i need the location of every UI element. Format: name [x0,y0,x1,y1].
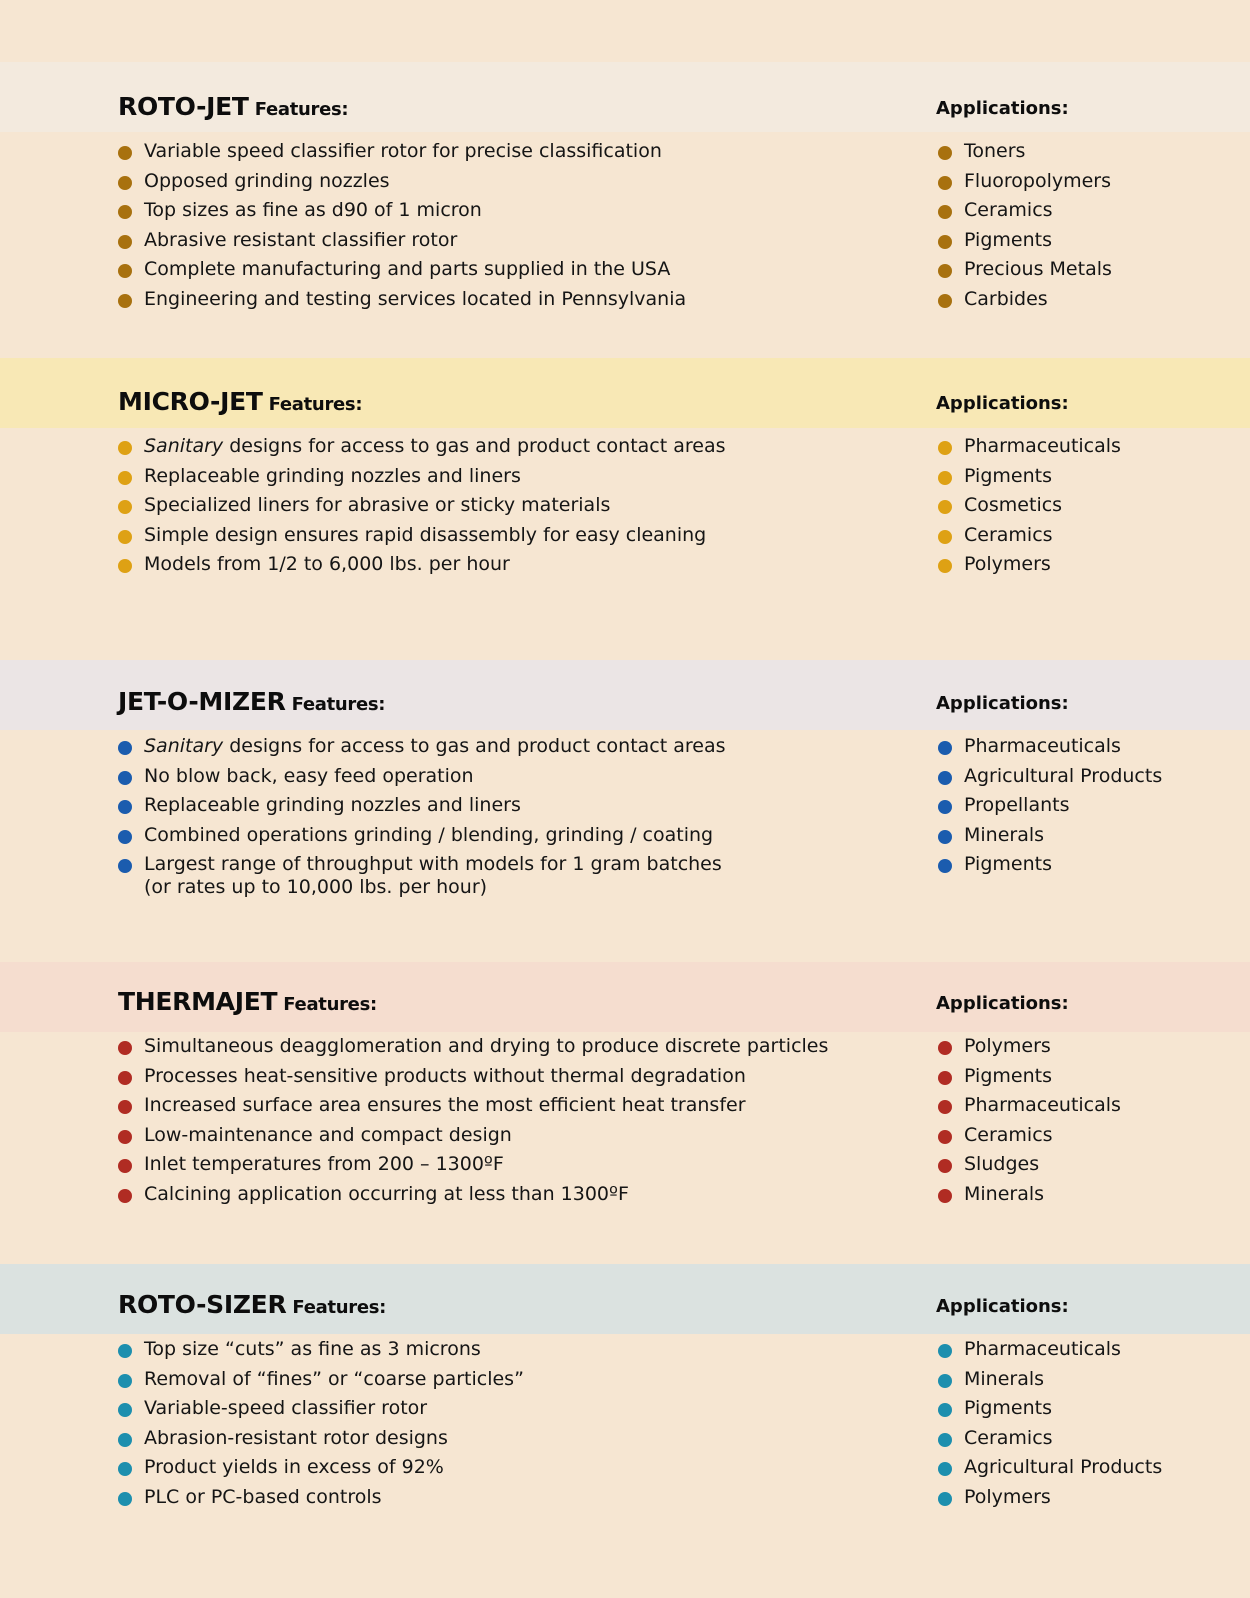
feature-item [118,850,744,899]
applications-list [938,732,1162,880]
bullet-icon [938,500,952,514]
features-list [118,1335,524,1512]
application-item [938,550,1121,580]
application-text: Pigments [964,1397,1052,1419]
product-title [118,987,377,1016]
bullet-icon [938,1344,952,1358]
feature-item [118,1121,828,1151]
bullet-icon [118,1071,132,1085]
applications-heading: Applications: [936,1296,1069,1317]
bullet-icon [118,441,132,455]
features-label: Features: [254,99,349,120]
application-text: Minerals [964,1367,1045,1390]
application-item [938,762,1162,792]
bullet-icon [938,1100,952,1114]
feature-text: Models from 1/2 to 6,000 lbs. per hour [144,553,510,575]
application-text: Pigments [964,1064,1052,1087]
applications-list [938,1335,1162,1512]
applications-list [938,432,1121,580]
bullet-icon [938,559,952,573]
feature-text: designs for access to gas and product contact areas [223,435,726,457]
feature-item [118,226,686,256]
bullet-icon [118,1374,132,1388]
feature-item [118,1394,524,1424]
product-title [118,92,348,121]
applications-heading: Applications: [936,393,1069,414]
bullet-icon [938,205,952,219]
feature-item [118,196,686,226]
application-text: Ceramics [964,1426,1053,1449]
application-item [938,850,1162,880]
feature-text: Variable speed classifier rotor for precise classification [144,140,662,162]
application-text: Precious Metals [964,258,1112,280]
feature-text: Variable-speed classifier rotor [144,1397,428,1419]
feature-text: PLC or PC-based controls [144,1485,382,1508]
product-name: JET-O-MIZER [118,687,286,716]
bullet-icon [118,176,132,190]
feature-text: Top sizes as fine as d90 of 1 micron [144,199,482,221]
application-text: Ceramics [964,199,1053,221]
feature-item [118,1180,828,1210]
application-text: Minerals [964,823,1045,846]
bullet-icon [938,1462,952,1476]
bullet-icon [118,205,132,219]
application-text: Agricultural Products [964,764,1163,787]
application-text: Polymers [964,553,1051,575]
bullet-icon [118,146,132,160]
feature-text: Low-maintenance and compact design [144,1123,512,1146]
feature-text: Replaceable grinding nozzles and liners [144,464,521,487]
bullet-icon [118,1159,132,1173]
product-name: ROTO-JET [118,92,249,121]
bullet-icon [118,500,132,514]
application-text: Pharmaceuticals [964,735,1121,757]
features-list [118,137,686,314]
application-item [938,1180,1121,1210]
bullet-icon [118,1189,132,1203]
feature-text: Combined operations grinding / blending, grinding / coating [144,823,714,846]
bullet-icon [938,264,952,278]
feature-item [118,285,686,315]
bullet-icon [938,800,952,814]
product-name: THERMAJET [118,987,278,1016]
feature-text: Abrasive resistant classifier rotor [144,228,458,251]
features-label: Features: [283,994,377,1015]
application-item [938,1062,1121,1092]
features-list [118,1032,828,1209]
application-text: Carbides [964,287,1048,310]
feature-item [118,762,744,792]
bullet-icon [938,1071,952,1085]
bullet-icon [118,235,132,249]
application-item [938,791,1162,821]
feature-item [118,491,726,521]
application-item [938,1483,1162,1513]
bullet-icon [118,1403,132,1417]
feature-text: Inlet temperatures from 200 – 1300ºF [144,1153,504,1175]
bullet-icon [118,530,132,544]
feature-text: Abrasion-resistant rotor designs [144,1426,448,1449]
features-list [118,732,744,899]
bullet-icon [118,264,132,278]
application-item [938,1424,1162,1454]
feature-item [118,462,726,492]
application-text: Pharmaceuticals [964,435,1121,457]
application-item [938,226,1112,256]
application-item [938,285,1112,315]
product-name: MICRO-JET [118,387,263,416]
application-text: Cosmetics [964,494,1063,516]
bullet-icon [118,471,132,485]
feature-text: Complete manufacturing and parts supplied in the USA [144,258,671,280]
application-item [938,1453,1162,1483]
application-item [938,167,1112,197]
feature-text: Increased surface area ensures the most efficient heat transfer [144,1094,746,1116]
application-item [938,1335,1162,1365]
bullet-icon [938,471,952,485]
product-name: ROTO-SIZER [118,1290,287,1319]
application-item [938,1121,1121,1151]
feature-item [118,137,686,167]
feature-item [118,1150,828,1180]
product-title [118,687,385,716]
applications-list [938,137,1112,314]
bullet-icon [118,771,132,785]
feature-item [118,1424,524,1454]
feature-text: Specialized liners for abrasive or sticky materials [144,494,611,516]
bullet-icon [938,294,952,308]
feature-item [118,550,726,580]
bullet-icon [938,1159,952,1173]
feature-item [118,521,726,551]
application-item [938,1091,1121,1121]
feature-text: Processes heat-sensitive products without thermal degradation [144,1064,746,1087]
application-text: Pigments [964,853,1052,875]
bullet-icon [938,146,952,160]
feature-item [118,1062,828,1092]
application-text: Fluoropolymers [964,169,1112,192]
bullet-icon [938,176,952,190]
bullet-icon [118,1462,132,1476]
feature-text: No blow back, easy feed operation [144,764,474,787]
bullet-icon [938,859,952,873]
bullet-icon [938,1374,952,1388]
feature-item [118,1091,828,1121]
feature-item [118,1453,524,1483]
feature-item [118,167,686,197]
bullet-icon [938,530,952,544]
application-item [938,1365,1162,1395]
bullet-icon [938,1189,952,1203]
bullet-icon [118,559,132,573]
application-item [938,196,1112,226]
bullet-icon [118,1130,132,1144]
feature-text: designs for access to gas and product contact areas [223,735,726,757]
bullet-icon [118,800,132,814]
feature-text: Product yields in excess of 92% [144,1456,444,1478]
feature-text: Largest range of throughput with models for 1 gram batches (or rates up to 10,000 lbs. per hour) [144,853,722,898]
product-title [118,1290,386,1319]
feature-emphasis: Sanitary [144,435,224,457]
feature-text: Replaceable grinding nozzles and liners [144,794,521,816]
application-text: Minerals [964,1182,1045,1205]
application-item [938,1150,1121,1180]
application-item [938,137,1112,167]
feature-text: Removal of “fines” or “coarse particles” [144,1367,524,1390]
application-item [938,732,1162,762]
application-text: Agricultural Products [964,1456,1163,1478]
bullet-icon [118,294,132,308]
bullet-icon [938,1492,952,1506]
feature-emphasis: Sanitary [144,735,224,757]
feature-item [118,1365,524,1395]
application-item [938,521,1121,551]
application-text: Pigments [964,228,1052,251]
bullet-icon [118,1492,132,1506]
bullet-icon [938,235,952,249]
bullet-icon [938,830,952,844]
bullet-icon [118,1100,132,1114]
feature-item [118,1483,524,1513]
applications-heading: Applications: [936,98,1069,119]
application-text: Ceramics [964,1123,1053,1146]
bullet-icon [938,1433,952,1447]
feature-item [118,821,744,851]
feature-item [118,432,726,462]
application-text: Ceramics [964,523,1053,546]
bullet-icon [118,830,132,844]
bullet-icon [118,1344,132,1358]
features-label: Features: [268,394,363,415]
application-text: Pigments [964,464,1052,487]
bullet-icon [118,1041,132,1055]
feature-item [118,791,744,821]
application-item [938,432,1121,462]
bullet-icon [118,1433,132,1447]
bullet-icon [938,1403,952,1417]
feature-text: Simple design ensures rapid disassembly for easy cleaning [144,523,707,546]
applications-heading: Applications: [936,993,1069,1014]
bullet-icon [938,441,952,455]
features-list [118,432,726,580]
application-text: Toners [964,140,1026,162]
feature-text: Simultaneous deagglomeration and drying to produce discrete particles [144,1035,829,1057]
bullet-icon [938,741,952,755]
applications-list [938,1032,1121,1209]
bullet-icon [938,1041,952,1055]
bullet-icon [118,859,132,873]
application-text: Propellants [964,794,1070,816]
applications-heading: Applications: [936,693,1069,714]
bullet-icon [938,1130,952,1144]
application-text: Sludges [964,1153,1040,1175]
application-item [938,491,1121,521]
application-item [938,1394,1162,1424]
application-text: Pharmaceuticals [964,1338,1121,1360]
application-text: Pharmaceuticals [964,1094,1121,1116]
product-title [118,387,362,416]
application-item [938,462,1121,492]
feature-text: Top size “cuts” as fine as 3 microns [144,1338,481,1360]
feature-item [118,732,744,762]
application-text: Polymers [964,1035,1051,1057]
feature-text: Engineering and testing services located in Pennsylvania [144,287,687,310]
bullet-icon [938,771,952,785]
features-label: Features: [291,694,386,715]
application-text: Polymers [964,1485,1051,1508]
features-label: Features: [292,1297,387,1318]
feature-item [118,1032,828,1062]
feature-text: Opposed grinding nozzles [144,169,390,192]
application-item [938,255,1112,285]
application-item [938,1032,1121,1062]
application-item [938,821,1162,851]
feature-item [118,1335,524,1365]
feature-item [118,255,686,285]
bullet-icon [118,741,132,755]
feature-text: Calcining application occurring at less than 1300ºF [144,1182,629,1205]
